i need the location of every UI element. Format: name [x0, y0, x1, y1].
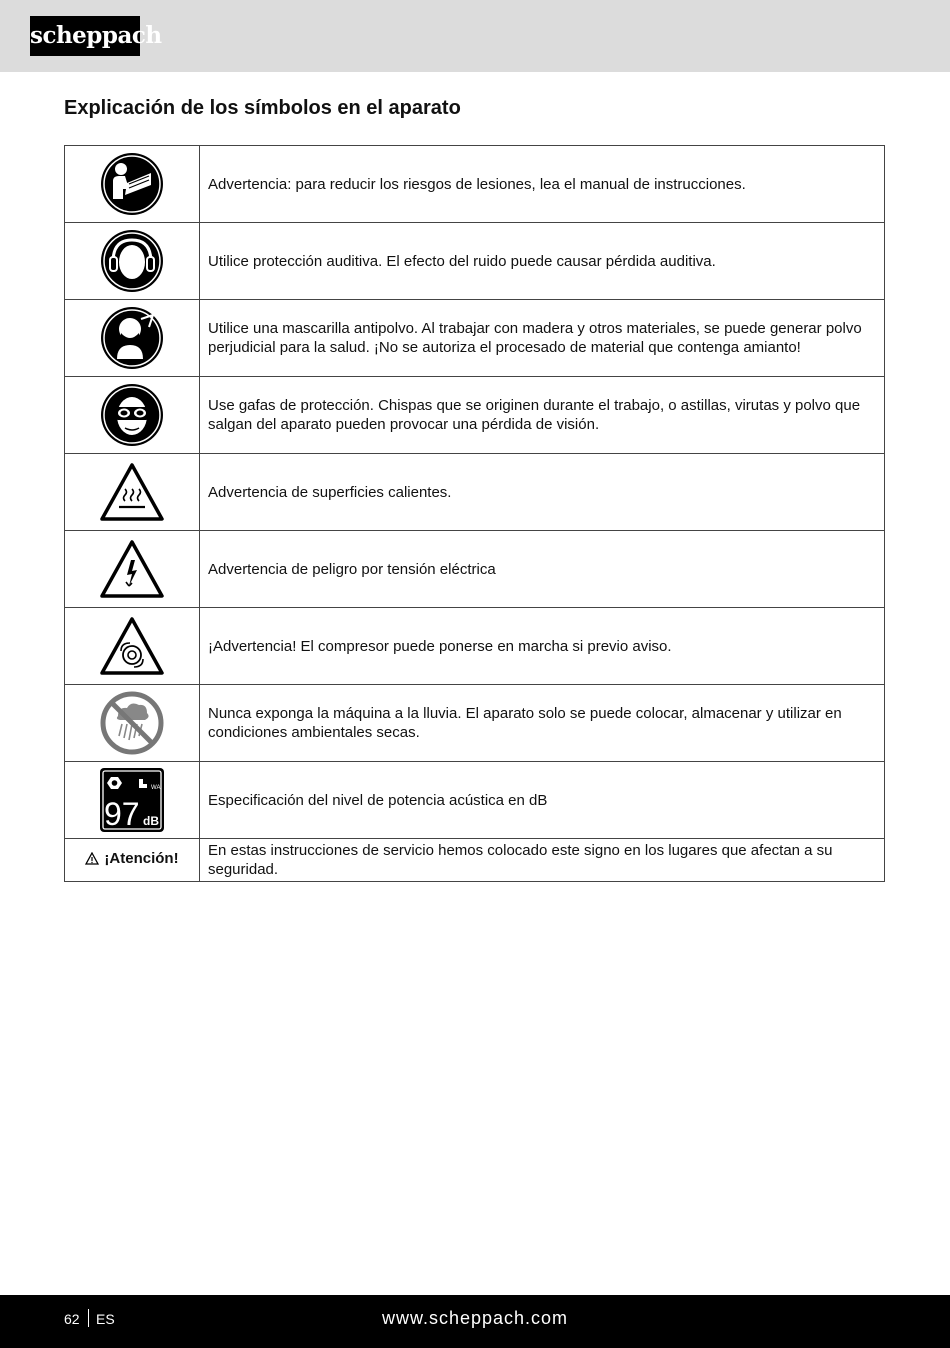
table-row — [65, 454, 885, 531]
hot-surface-warning-icon — [99, 461, 165, 523]
safety-goggles-icon — [99, 382, 165, 448]
row-text: ¡Advertencia! El compresor puede ponerse en marcha si previo aviso. — [200, 608, 885, 685]
table-row — [65, 762, 885, 839]
row-text: Advertencia de peligro por tensión eléctrica — [200, 531, 885, 608]
scheppach-logo: scheppach — [30, 16, 140, 56]
row-text: En estas instrucciones de servicio hemos colocado este signo en los lugares que afectan a su seguridad. — [200, 839, 885, 882]
section-title: Explicación de los símbolos en el aparato — [64, 97, 461, 119]
ear-protection-icon — [99, 228, 165, 294]
sound-level-unit: dB — [143, 814, 159, 828]
read-manual-icon — [99, 151, 165, 217]
sound-power-label-icon — [99, 767, 165, 833]
symbols-table — [64, 145, 885, 882]
table-row — [65, 839, 885, 882]
table-row — [65, 685, 885, 762]
row-text: Utilice protección auditiva. El efecto del ruido puede causar pérdida auditiva. — [200, 223, 885, 300]
page-number: 62 — [64, 1311, 80, 1327]
sound-level-value: 97 — [104, 796, 140, 832]
row-text: Use gafas de protección. Chispas que se originen durante el trabajo, o astillas, virutas y polvo que salgan del aparato pueden provocar una pérdida de visión. — [200, 377, 885, 454]
warning-triangle-icon — [85, 852, 99, 865]
table-row — [65, 146, 885, 223]
attention-label — [85, 850, 178, 867]
row-text: Utilice una mascarilla antipolvo. Al trabajar con madera y otros materiales, se puede generar polvo perjudicial para la salud. ¡No se autoriza el procesado de material que contenga amianto! — [200, 300, 885, 377]
table-row — [65, 608, 885, 685]
page-footer — [0, 1295, 950, 1348]
attention-text: ¡Atención! — [104, 850, 179, 867]
auto-start-warning-icon — [99, 615, 165, 677]
dust-mask-icon — [99, 305, 165, 371]
row-text: Advertencia de superficies calientes. — [200, 454, 885, 531]
electric-hazard-icon — [99, 538, 165, 600]
no-rain-icon — [99, 690, 165, 756]
row-text: Especificación del nivel de potencia acústica en dB — [200, 762, 885, 839]
table-row — [65, 300, 885, 377]
sound-unit-sub: WA — [151, 785, 161, 791]
row-text: Advertencia: para reducir los riesgos de lesiones, lea el manual de instrucciones. — [200, 146, 885, 223]
table-row — [65, 223, 885, 300]
table-row — [65, 531, 885, 608]
website-link[interactable]: www.scheppach.com — [381, 1308, 569, 1328]
table-row — [65, 377, 885, 454]
row-text: Nunca exponga la máquina a la lluvia. El aparato solo se puede colocar, almacenar y utilizar en condiciones ambientales secas. — [200, 685, 885, 762]
language-code: ES — [96, 1311, 115, 1327]
page-header — [0, 0, 950, 72]
